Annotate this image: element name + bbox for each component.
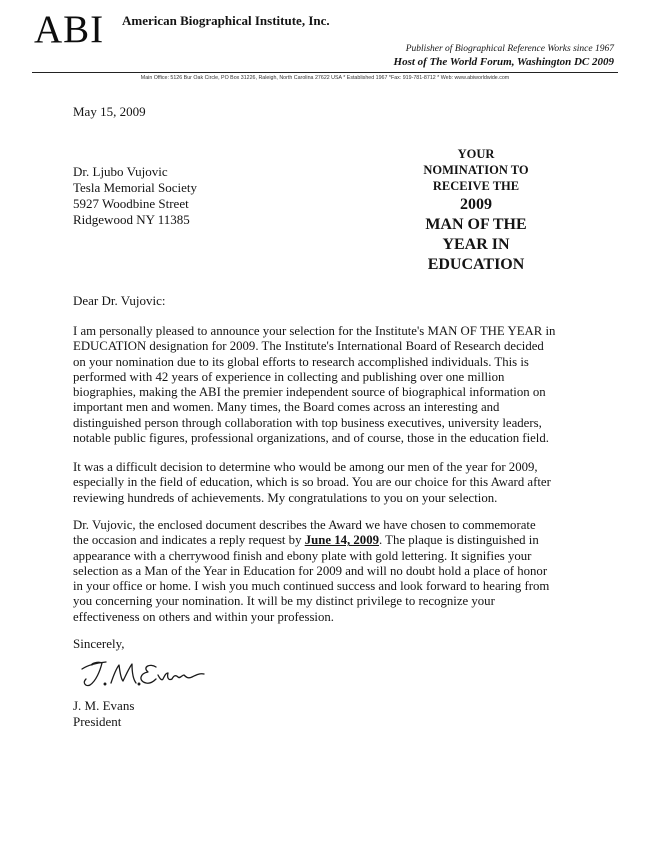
nomination-line-1: YOUR bbox=[457, 147, 495, 161]
nomination-title-3: EDUCATION bbox=[427, 256, 525, 273]
nomination-title-1: MAN OF THE bbox=[425, 216, 527, 233]
body-paragraph-1 bbox=[73, 324, 573, 446]
office-address-line: Main Office: 5126 Bur Oak Circle, PO Box 31226, Raleigh, North Carolina 27622 USA * Established 1967 *Fax: 919-781-8712 * Web: www.abiworldwide.com bbox=[140, 75, 510, 81]
letter-date: May 15, 2009 bbox=[73, 104, 146, 119]
paragraph-line: on your nomination due to its global efforts to research accomplished individuals. This is bbox=[73, 354, 529, 369]
nomination-line-3: RECEIVE THE bbox=[432, 179, 520, 193]
paragraph-line: you concerning your nomination. It will be my distinct privilege to recognize your bbox=[73, 594, 495, 609]
publisher-tagline: Publisher of Biographical Reference Works since 1967 bbox=[405, 44, 614, 54]
signer-title: President bbox=[73, 714, 122, 729]
paragraph-line: especially in the field of education, which is so broad. You are our choice for this Award after bbox=[73, 475, 551, 490]
paragraph-line: It was a difficult decision to determine who would be among our men of the year for 2009, bbox=[73, 460, 538, 474]
recipient-name: Dr. Ljubo Vujovic bbox=[73, 164, 168, 179]
paragraph-line bbox=[73, 533, 573, 548]
nomination-line-2: NOMINATION TO bbox=[423, 163, 529, 177]
paragraph-line: I am personally pleased to announce your selection for the Institute's MAN OF THE YEAR in bbox=[73, 324, 556, 338]
paragraph-line: Dr. Vujovic, the enclosed document describes the Award we have chosen to commemorate bbox=[73, 518, 536, 532]
handwritten-signature bbox=[78, 653, 208, 695]
paragraph-line: performed with 42 years of experience in collecting and publishing over one million bbox=[73, 369, 505, 384]
recipient-street: 5927 Woodbine Street bbox=[73, 196, 189, 211]
recipient-address bbox=[73, 164, 197, 228]
paragraph-text: . The plaque is distinguished in bbox=[379, 533, 539, 548]
nomination-year: 2009 bbox=[460, 196, 492, 213]
body-paragraph-3 bbox=[73, 518, 573, 625]
recipient-city: Ridgewood NY 11385 bbox=[73, 212, 190, 227]
organization-name: American Biographical Institute, Inc. bbox=[122, 13, 330, 28]
greeting: Dear Dr. Vujovic: bbox=[73, 293, 166, 308]
reply-deadline: June 14, 2009 bbox=[304, 533, 379, 548]
closing: Sincerely, bbox=[73, 636, 125, 651]
body-paragraph-2 bbox=[73, 460, 573, 506]
paragraph-line: reviewing hundreds of achievements. My congratulations to you on your selection. bbox=[73, 490, 498, 505]
abi-logo: ABI bbox=[34, 8, 105, 51]
nomination-title-2: YEAR IN bbox=[442, 236, 510, 253]
paragraph-line: EDUCATION designation for 2009. The Institute's International Board of Research decided bbox=[73, 339, 544, 354]
paragraph-line: notable public figures, professional organizations, and of course, those in the education field. bbox=[73, 431, 549, 446]
paragraph-text: the occasion and indicates a reply request by bbox=[73, 533, 305, 548]
paragraph-line: appearance with a cherrywood finish and ebony plate with gold lettering. It signifies your bbox=[73, 548, 532, 563]
paragraph-line: in your office or home. I wish you much continued success and look forward to hearing from bbox=[73, 579, 550, 594]
paragraph-line: biographies, making the ABI the premier independent source of biographical information on bbox=[73, 385, 546, 400]
paragraph-line: selection as a Man of the Year in Education for 2009 and will no doubt hold a place of honor bbox=[73, 563, 548, 578]
signer-block bbox=[73, 698, 134, 730]
paragraph-line: distinguished person through collaboration with top business executives, university leaders, bbox=[73, 415, 542, 430]
paragraph-line: important men and women. Many times, the Board comes across an interesting and bbox=[73, 400, 500, 415]
recipient-organization: Tesla Memorial Society bbox=[73, 180, 198, 195]
letterhead-divider bbox=[32, 72, 618, 73]
forum-tagline: Host of The World Forum, Washington DC 2009 bbox=[393, 56, 614, 68]
signer-name: J. M. Evans bbox=[73, 698, 135, 713]
paragraph-line: effectiveness on others and within your profession. bbox=[73, 609, 334, 624]
